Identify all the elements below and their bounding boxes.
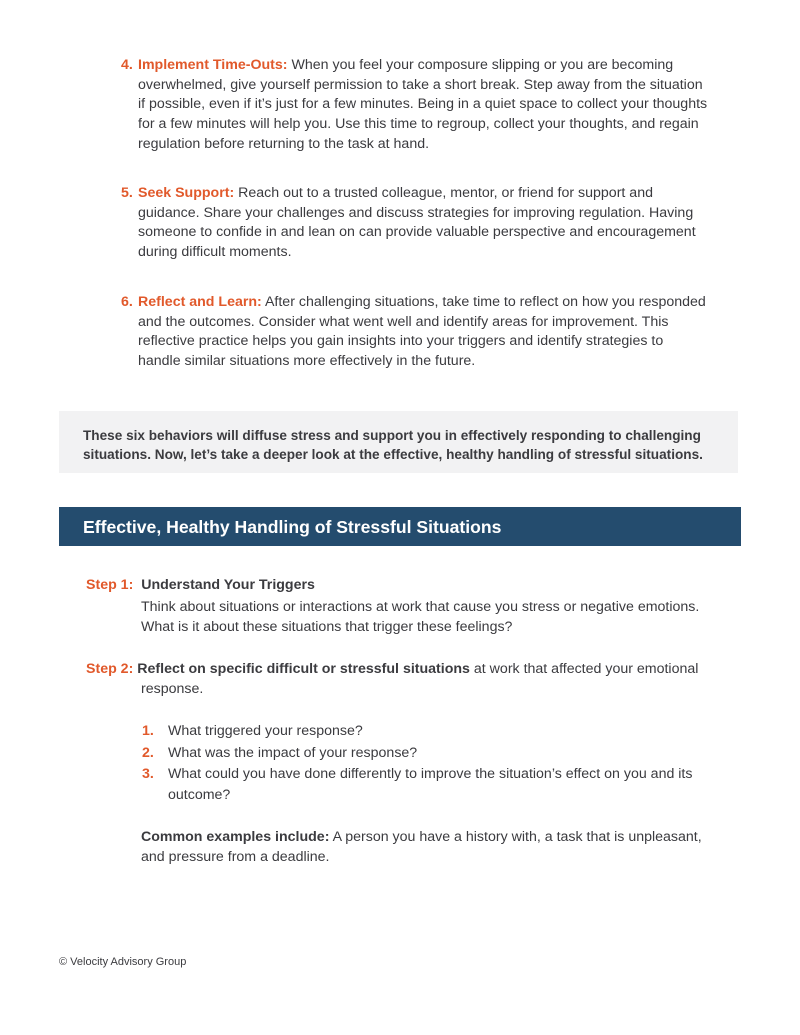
step-1-body: Think about situations or interactions at work that cause you stress or negative emotions. What is it about these situations that trigger these feelings?	[141, 599, 700, 635]
reflection-questions	[141, 721, 721, 805]
behavior-list-6	[118, 293, 718, 372]
common-examples	[141, 827, 711, 867]
behavior-list	[118, 56, 718, 155]
examples-text: A person you have a history with, a task that is unpleasant, and pressure from a deadline.	[141, 829, 702, 865]
step-1-label: Step 1:	[86, 577, 134, 593]
step-2-rest: at work that affected your emotional	[473, 661, 699, 677]
question-number: 3.	[142, 766, 154, 782]
section-banner	[59, 507, 741, 546]
step-2-heading: Reflect on specific difficult or stressful situations	[137, 661, 470, 677]
behavior-text: Reach out to a trusted colleague, mentor, or friend for support and guidance. Share your challenges and discuss strategies for improving regulation. Having someone to confide in and lean on can provide valuable perspective and encouragement during difficult moments.	[138, 185, 696, 261]
question-item	[141, 743, 721, 765]
behavior-number: 5.	[121, 185, 133, 201]
behavior-list-5	[118, 184, 718, 263]
behavior-number: 6.	[121, 294, 133, 310]
summary-callout	[59, 411, 738, 473]
step-2-label: Step 2:	[86, 661, 134, 677]
step-2-continuation: response.	[141, 681, 204, 697]
behavior-title: Seek Support:	[138, 185, 235, 201]
step-1-heading: Understand Your Triggers	[141, 577, 315, 593]
behavior-number: 4.	[121, 57, 133, 73]
behavior-title: Implement Time-Outs:	[138, 57, 288, 73]
question-item	[141, 764, 721, 805]
behavior-item-6	[118, 293, 708, 372]
step-2	[86, 659, 706, 699]
question-item	[141, 721, 721, 743]
section-title: Effective, Healthy Handling of Stressful Situations	[83, 517, 502, 537]
examples-label: Common examples include:	[141, 829, 330, 845]
behavior-text: After challenging situations, take time to reflect on how you responded and the outcomes. Consider what went well and identify areas for improvement. This reflective practice helps you gain insights into your triggers and identify strategies to handle similar situations more effectively in the future.	[138, 294, 706, 370]
question-number: 2.	[142, 744, 154, 761]
step-1	[86, 575, 706, 637]
footer-text: © Velocity Advisory Group	[59, 956, 187, 968]
question-text: What could you have done differently to improve the situation’s effect on you and its outcome?	[168, 766, 693, 803]
question-text: What triggered your response?	[168, 723, 363, 739]
copyright-footer	[59, 956, 186, 968]
question-text: What was the impact of your response?	[168, 744, 418, 761]
behavior-item-4	[118, 56, 710, 155]
behavior-text: When you feel your composure slipping or you are becoming overwhelmed, give yourself permission to take a short break. Step away from the situation if possible, even if it’s just for a few minutes. Being in a quiet space to collect your thoughts for a few minutes will help you. Use this time to regroup, collect your thoughts, and regain regulation before returning to the task at hand.	[138, 57, 708, 152]
callout-text: These six behaviors will diffuse stress and support you in effectively responding to challenging situations. Now, let’s take a deeper look at the effective, healthy handling of stressful situations.	[83, 428, 703, 463]
behavior-item-5	[118, 184, 698, 263]
behavior-title: Reflect and Learn:	[138, 294, 262, 310]
question-number: 1.	[142, 723, 154, 739]
